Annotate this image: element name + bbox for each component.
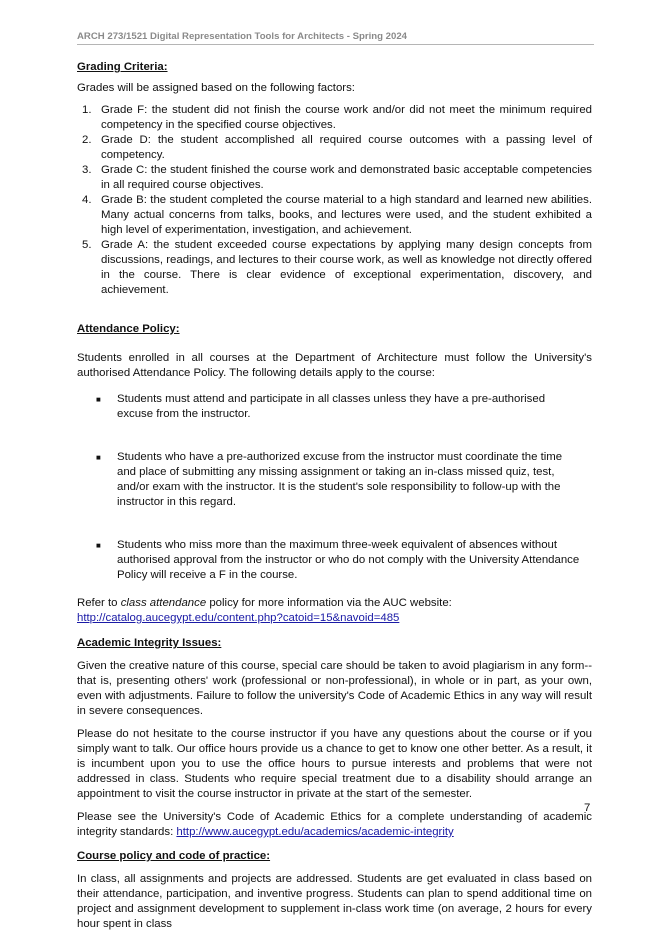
course-policy-heading: Course policy and code of practice: [77,850,271,862]
bullet-icon: ■ [96,453,101,462]
list-item [77,238,592,298]
grading-intro: Grades will be assigned based on the following factors: [77,82,355,94]
list-item-text: Students who have a pre-authorized excuse from the instructor must coordinate the time and place of submitting any missing assignment or taking an in-class missed quiz, test, and/or exam with the instructor. It is the student's sole responsibility to follow-up with the instructor in this regard. [117,451,563,508]
page-number: 7 [584,802,591,814]
list-number: 5. [82,239,92,251]
list-item [77,450,592,510]
integrity-paragraph-3 [77,810,592,840]
list-item [77,103,592,133]
attendance-policy-link[interactable]: http://catalog.aucegypt.edu/content.php?catoid=15&navoid=485 [77,612,400,624]
list-item-text: Grade F: the student did not finish the course work and/or did not meet the minimum required competency in the specified course objectives. [101,104,592,131]
course-policy-section [77,849,592,932]
attendance-section [77,322,592,626]
attendance-bullet-list [77,392,592,583]
refer-text: Refer to [77,597,121,609]
list-item [77,163,592,193]
academic-integrity-link[interactable]: http://www.aucegypt.edu/academics/academic-integrity [176,826,454,838]
list-item-text: Grade C: the student finished the course work and demonstrated basic acceptable competencies in all required course objectives. [101,164,592,191]
attendance-intro: Students enrolled in all courses at the Department of Architecture must follow the University's authorised Attendance Policy. The following details apply to the course: [77,352,592,379]
page-content [77,60,592,932]
list-item-text: Students must attend and participate in all classes unless they have a pre-authorised excuse from the instructor. [117,393,546,420]
list-item [77,193,592,238]
list-item [77,133,592,163]
grading-section [77,60,592,298]
list-number: 2. [82,134,92,146]
integrity-heading: Academic Integrity Issues: [77,637,222,649]
grading-heading: Grading Criteria: [77,61,168,73]
attendance-heading: Attendance Policy: [77,323,180,335]
integrity-section [77,636,592,840]
list-number: 3. [82,164,92,176]
bullet-icon: ■ [96,541,101,550]
integrity-paragraph-1: Given the creative nature of this course, special care should be taken to avoid plagiarism in any form--that is, presenting others' work (professional or non-professional), in whole or in part, as your own, even with adjustments. Failure to follow the university's Code of Academic Ethics in any way will result in severe consequences. [77,660,592,717]
list-item [77,392,592,422]
list-item-text: Grade D: the student accomplished all required course outcomes with a passing level of competency. [101,134,592,161]
refer-text-end: policy for more information via the AUC website: [206,597,452,609]
list-number: 1. [82,104,92,116]
integrity-standards-text: Please see the University's Code of Academic Ethics for a complete understanding of academic integrity standards: [77,811,592,838]
list-number: 4. [82,194,92,206]
course-policy-paragraph: In class, all assignments and projects are addressed. Students are get evaluated in class based on their attendance, participation, and inventive progress. Students can plan to spend additional time on project and assignment development to supplement in-class work time (on average, 2 hours for every hour spent in class [77,873,592,930]
running-header: ARCH 273/1521 Digital Representation Tools for Architects - Spring 2024 [77,31,408,42]
list-item [77,538,592,583]
list-item-text: Students who miss more than the maximum three-week equivalent of absences without authorised approval from the instructor or who do not comply with the University Attendance Policy will receive a F in the course. [117,539,580,581]
list-item-text: Grade B: the student completed the course material to a high standard and learned new abilities. Many actual concerns from talks, books, and lectures were used, and the student exhibited a high level of experimentation, investigation, and achievement. [101,194,592,236]
refer-emphasis: class attendance [120,597,207,609]
bullet-icon: ■ [96,395,101,404]
header-divider [77,44,594,45]
attendance-reference [77,596,592,626]
integrity-paragraph-2: Please do not hesitate to the course instructor if you have any questions about the course or if you simply want to talk. Our office hours provide us a chance to get to know one other better. As a result, it is incumbent upon you to use the office hours to pursue interests and problems that were not addressed in class. Students who require special treatment due to a disability should arrange an appointment to visit the course instructor in private at the start of the semester. [77,728,592,800]
grade-list [77,103,592,298]
list-item-text: Grade A: the student exceeded course expectations by applying many design concepts from discussions, readings, and lectures to their course work, as well as knowledge not directly offered in the course. There is clear evidence of exceptional experimentation, discovery, and achievement. [101,239,592,296]
